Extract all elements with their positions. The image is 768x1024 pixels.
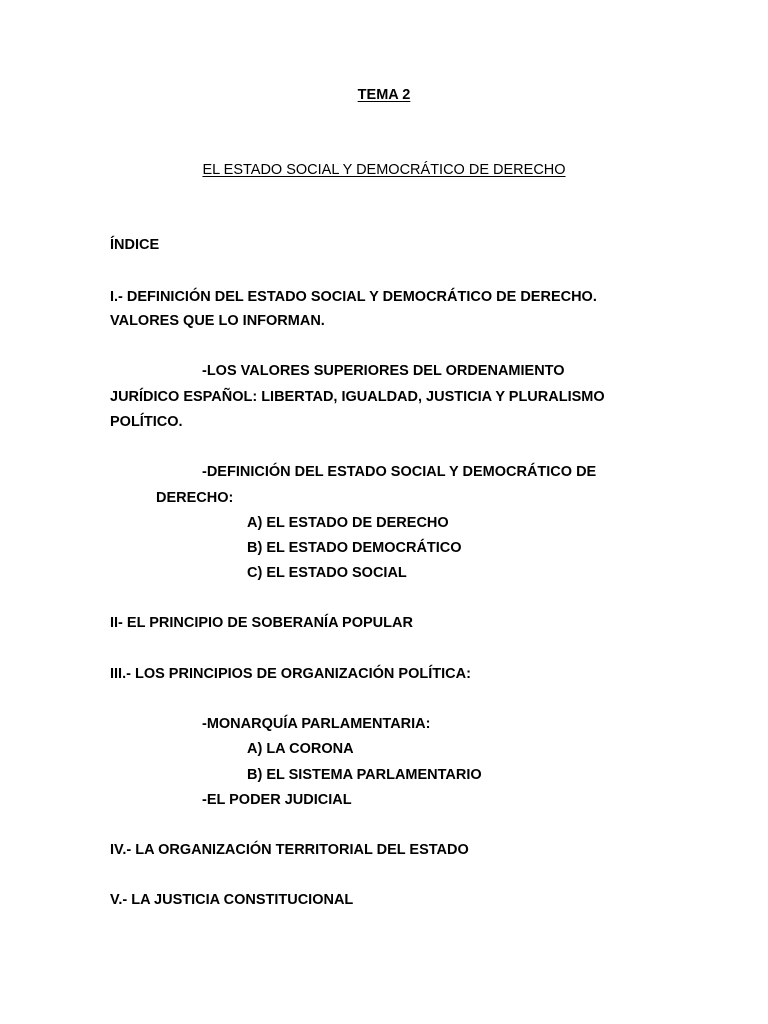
section-3-sub-1: -MONARQUÍA PARLAMENTARIA: bbox=[202, 716, 431, 732]
section-1-sub-1-line-2: JURÍDICO ESPAÑOL: LIBERTAD, IGUALDAD, JUSTICIA Y PLURALISMO bbox=[110, 389, 605, 405]
index-label: ÍNDICE bbox=[110, 237, 160, 253]
section-2-title: II- EL PRINCIPIO DE SOBERANÍA POPULAR bbox=[110, 615, 413, 631]
section-1-sub-1-line-3: POLÍTICO. bbox=[110, 414, 183, 430]
section-3-item-b: B) EL SISTEMA PARLAMENTARIO bbox=[247, 767, 482, 783]
section-1-item-b: B) EL ESTADO DEMOCRÁTICO bbox=[247, 540, 462, 556]
section-1-sub-1-line-1: -LOS VALORES SUPERIORES DEL ORDENAMIENTO bbox=[202, 363, 565, 379]
section-1-sub-2-line-1: -DEFINICIÓN DEL ESTADO SOCIAL Y DEMOCRÁTICO DE bbox=[202, 464, 597, 480]
section-3-title: III.- LOS PRINCIPIOS DE ORGANIZACIÓN POLÍTICA: bbox=[110, 666, 471, 682]
section-3-item-a: A) LA CORONA bbox=[247, 741, 354, 757]
section-1-item-c: C) EL ESTADO SOCIAL bbox=[247, 565, 407, 581]
section-4-title: IV.- LA ORGANIZACIÓN TERRITORIAL DEL ESTADO bbox=[110, 842, 469, 858]
section-1-sub-2-line-2: DERECHO: bbox=[156, 490, 234, 506]
section-1-title-line-1: I.- DEFINICIÓN DEL ESTADO SOCIAL Y DEMOCRÁTICO DE DERECHO. bbox=[110, 289, 597, 305]
section-3-sub-2: -EL PODER JUDICIAL bbox=[202, 792, 352, 808]
section-1-title-line-2: VALORES QUE LO INFORMAN. bbox=[110, 313, 325, 329]
page-heading: TEMA 2 bbox=[357, 87, 411, 103]
section-5-title: V.- LA JUSTICIA CONSTITUCIONAL bbox=[110, 892, 354, 908]
document-title: EL ESTADO SOCIAL Y DEMOCRÁTICO DE DERECHO bbox=[202, 162, 566, 178]
section-1-item-a: A) EL ESTADO DE DERECHO bbox=[247, 515, 449, 531]
